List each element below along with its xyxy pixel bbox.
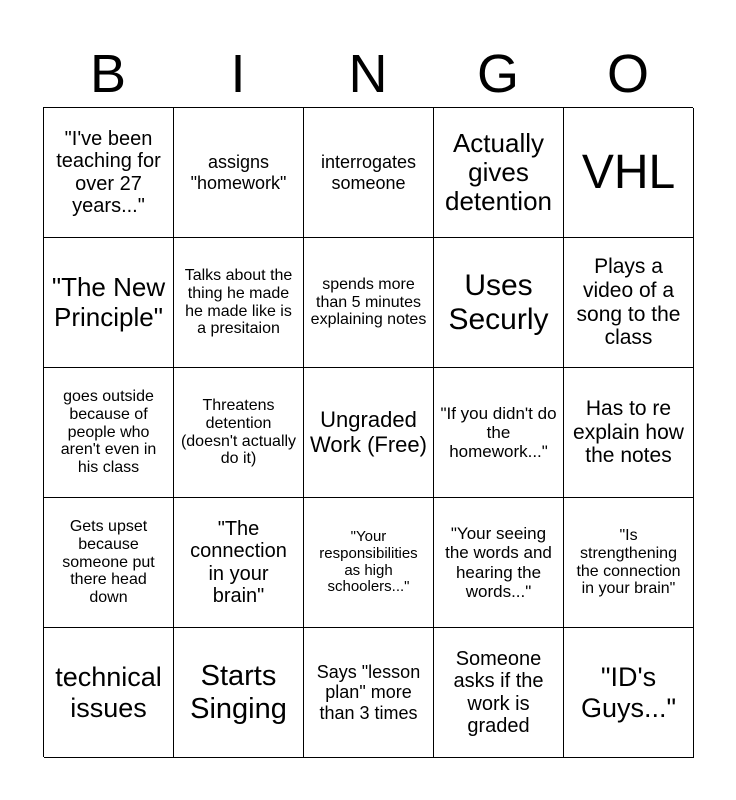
cell-text: Actually gives detention [445,127,552,217]
bingo-cell[interactable] [564,628,694,758]
cell-text: Uses Securly [448,268,549,336]
bingo-cell[interactable] [44,108,174,238]
cell-text: technical issues [55,662,162,723]
bingo-cell[interactable] [174,628,304,758]
cell-text: Someone asks if the work is graded [453,647,544,737]
bingo-board [43,107,693,757]
cell-text: interrogates someone [320,152,417,193]
cell-text: goes outside because of people who aren't even in his class [60,387,157,477]
bingo-cell[interactable] [304,108,434,238]
bingo-cell[interactable] [304,238,434,368]
bingo-cell[interactable] [564,368,694,498]
cell-text: "Your seeing the words and hearing the words..." [445,524,552,601]
cell-text: Plays a video of a song to the class [576,255,681,350]
header-letter-b: B [89,44,127,104]
bingo-cell[interactable] [44,238,174,368]
bingo-cell[interactable] [304,498,434,628]
cell-text: "The New Principle" [51,272,166,332]
cell-text: spends more than 5 minutes explaining notes [310,275,427,329]
cell-text: "Your responsibilities as high schoolers..." [319,527,418,596]
header-letter-i: I [230,44,246,104]
bingo-cell[interactable] [434,368,564,498]
cell-text: Gets upset because someone put there head down [62,517,155,607]
bingo-cell[interactable] [44,498,174,628]
header-letter-g: G [476,44,519,104]
bingo-cell[interactable] [434,238,564,368]
bingo-cell[interactable] [174,498,304,628]
bingo-cell[interactable] [174,238,304,368]
bingo-cell[interactable] [434,108,564,238]
bingo-cell[interactable] [564,238,694,368]
cell-text: "Is strengthening the connection in your brain" [576,526,681,598]
cell-text: Talks about the thing he made he made like is a presitaion [184,266,293,338]
cell-text: VHL [581,145,676,199]
bingo-cell[interactable] [174,368,304,498]
cell-text: Threatens detention (doesn't actually do it) [180,396,297,468]
bingo-cell[interactable] [44,628,174,758]
bingo-cell[interactable] [304,368,434,498]
cell-text: "If you didn't do the homework..." [440,403,557,462]
header-letter-o: O [606,44,649,104]
cell-text: "ID's Guys..." [580,662,677,723]
bingo-cell[interactable] [434,498,564,628]
bingo-cell[interactable] [564,498,694,628]
cell-text: "I've been teaching for over 27 years..." [56,127,161,217]
cell-text: Starts Singing [190,660,287,725]
cell-text: Ungraded Work (Free) [310,406,427,457]
bingo-cell[interactable] [174,108,304,238]
header-letter-n: N [348,44,388,104]
cell-text: assigns "homework" [190,152,287,193]
bingo-cell[interactable] [44,368,174,498]
bingo-header [43,40,693,108]
cell-text: Has to re explain how the notes [573,397,684,468]
cell-text: "The connection in your brain" [190,517,287,607]
bingo-cell[interactable] [564,108,694,238]
bingo-cell[interactable] [434,628,564,758]
bingo-cell[interactable] [304,628,434,758]
cell-text: Says "lesson plan" more than 3 times [316,662,421,723]
